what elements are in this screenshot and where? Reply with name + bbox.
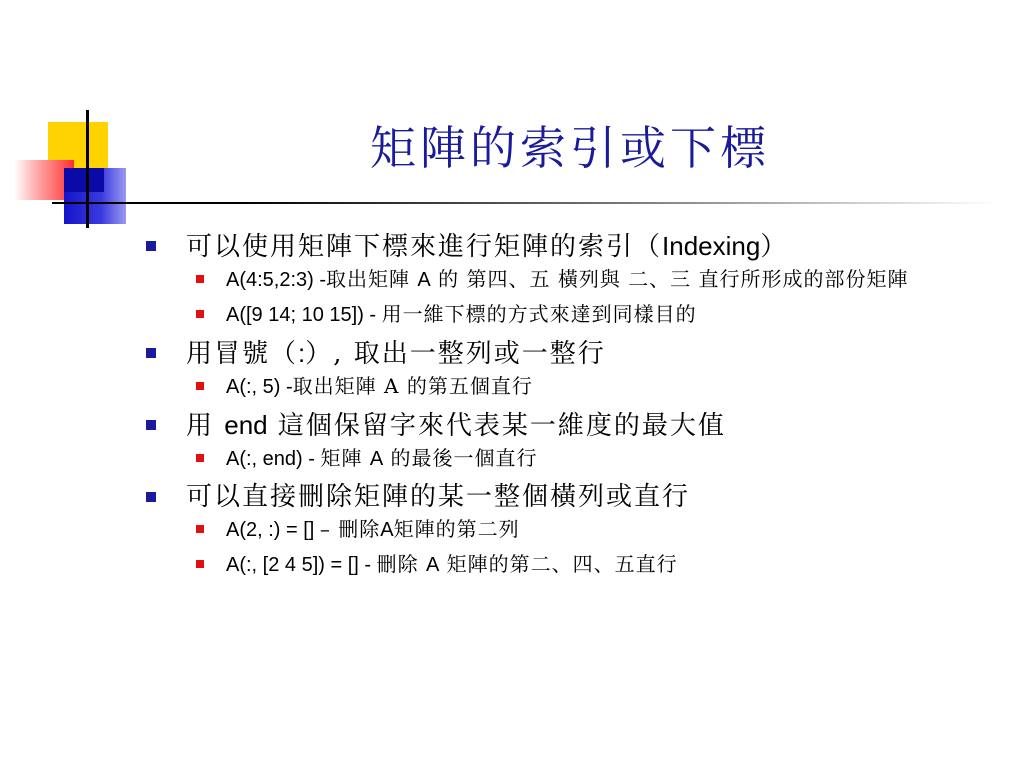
slide-logo	[0, 0, 160, 240]
sub-text2: 的最後一個直行	[383, 446, 538, 470]
sub-code2: A	[417, 269, 431, 291]
vertical-rule	[86, 110, 89, 228]
sub-text: 取出矩陣 A 的第五個直行	[292, 374, 533, 398]
bullet-latin: Indexing	[662, 231, 761, 261]
bullet-text: 用冒號（	[186, 339, 299, 369]
sub-text: 用一維下標的方式來達到同樣目的	[381, 302, 697, 326]
bullet-item-4	[140, 479, 1010, 515]
bullet-icon	[146, 492, 156, 502]
sub-bullet-icon	[196, 525, 204, 533]
sub-text2: 矩陣的第二列	[393, 517, 520, 541]
bullet-text: 用	[186, 411, 225, 441]
sub-text: 刪除	[376, 552, 426, 576]
sub-bullet-icon	[196, 560, 204, 568]
bullet-text: 可以使用矩陣下標來進行矩陣的索引（	[186, 232, 663, 262]
bullet-text-after: 這個保留字來代表某一維度的最大值	[267, 411, 726, 441]
sub-bullet-icon	[196, 310, 204, 318]
bullet-item-3	[140, 407, 1010, 444]
bullet-latin: :	[298, 338, 306, 368]
sub-text2: 的 第四、五 橫列與 二、三 直行所形成的部份矩陣	[430, 267, 909, 291]
bullet-list	[140, 228, 1010, 579]
sub-bullet-icon	[196, 454, 204, 462]
sub-item-3-1	[140, 444, 1010, 473]
sub-item-1-2	[140, 300, 1010, 329]
sub-code2: A	[380, 519, 394, 541]
sub-code: A(4:5,2:3) -	[226, 269, 327, 291]
title-divider	[52, 202, 998, 204]
sub-code2: A	[425, 554, 440, 576]
sub-code: A(:, [2 4 5]) = [] -	[226, 554, 377, 576]
sub-item-4-1	[140, 515, 1010, 544]
sub-text: 矩陣	[320, 446, 370, 470]
sub-code: A(:, end) -	[226, 448, 321, 470]
bullet-icon	[146, 348, 156, 358]
sub-code: A(:, 5) -	[226, 376, 293, 398]
bullet-item-1	[140, 228, 1010, 265]
sub-bullet-icon	[196, 382, 204, 390]
sub-code2: A	[369, 448, 384, 470]
bullet-icon	[146, 241, 156, 251]
blue-square-dark	[64, 168, 104, 192]
sub-item-2-1	[140, 372, 1010, 401]
bullet-icon	[146, 420, 156, 430]
bullet-text-after: ）	[760, 232, 789, 262]
sub-code: A(2, :) = []	[226, 519, 320, 541]
sub-bullet-icon	[196, 275, 204, 283]
sub-item-1-1	[140, 265, 1010, 294]
bullet-text-after: ）, 取出一整列或一整行	[305, 339, 606, 369]
bullet-text: 可以直接刪除矩陣的某一整個橫列或直行	[186, 482, 691, 512]
sub-text: – 刪除	[319, 517, 381, 541]
bullet-latin: end	[224, 410, 268, 440]
slide-title: 矩陣的索引或下標	[370, 121, 770, 175]
sub-text2: 矩陣的第二、四、五直行	[439, 552, 678, 576]
sub-text: 取出矩陣	[326, 267, 418, 291]
sub-code: A([9 14; 10 15]) -	[226, 304, 382, 326]
sub-item-4-2	[140, 550, 1010, 579]
bullet-item-2	[140, 335, 1010, 372]
